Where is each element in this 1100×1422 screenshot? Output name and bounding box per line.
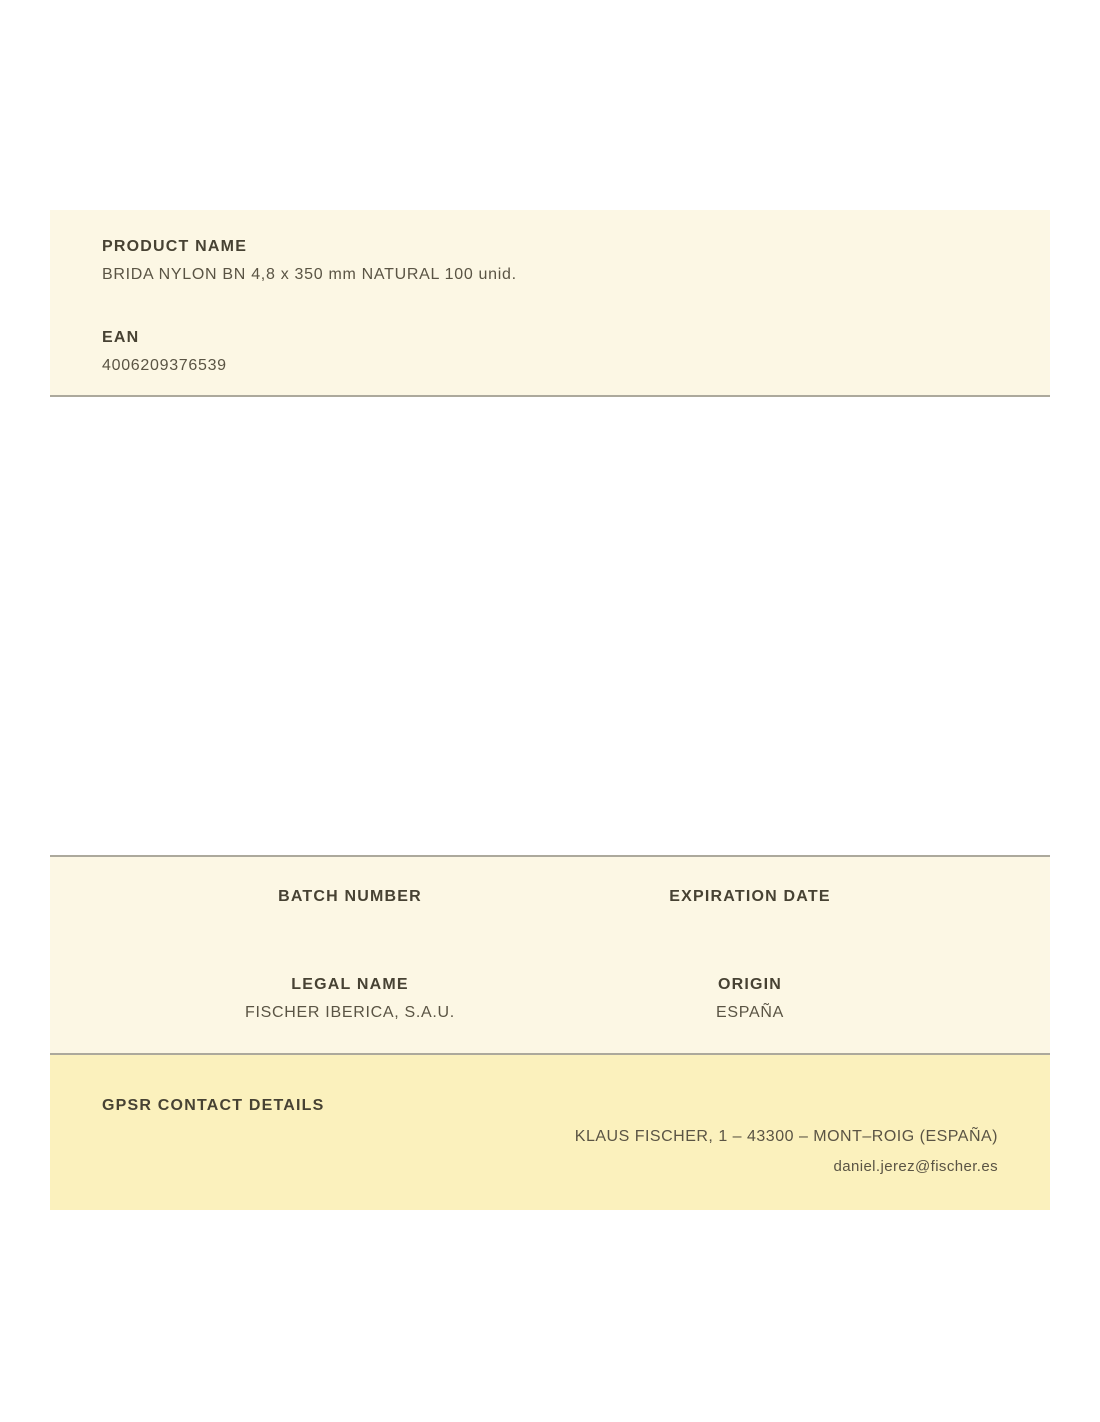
origin-label: ORIGIN xyxy=(717,976,783,993)
ean-label: EAN xyxy=(102,329,140,346)
batch-number-field xyxy=(150,888,550,906)
legal-name-field xyxy=(150,976,550,1022)
gpsr-contact-label: GPSR CONTACT DETAILS xyxy=(102,1097,325,1114)
ean-field xyxy=(102,329,998,375)
legal-origin-row xyxy=(150,976,950,1022)
product-name-value: BRIDA NYLON BN 4,8 x 350 mm NATURAL 100 unid. xyxy=(102,266,517,283)
product-name-field xyxy=(102,238,998,284)
origin-value: ESPAÑA xyxy=(716,1004,784,1021)
legal-name-label: LEGAL NAME xyxy=(291,976,409,993)
expiration-date-field xyxy=(550,888,950,906)
legal-name-value: FISCHER IBERICA, S.A.U. xyxy=(245,1004,455,1021)
gpsr-section xyxy=(50,1055,1050,1210)
batch-section xyxy=(50,855,1050,1055)
product-section xyxy=(50,210,1050,397)
product-name-label: PRODUCT NAME xyxy=(102,238,248,255)
gpsr-contact-email: daniel.jerez@fischer.es xyxy=(833,1158,998,1175)
batch-expiration-row xyxy=(150,888,950,906)
expiration-date-label: EXPIRATION DATE xyxy=(669,888,831,905)
origin-field xyxy=(550,976,950,1022)
batch-number-label: BATCH NUMBER xyxy=(278,888,422,905)
ean-value: 4006209376539 xyxy=(102,357,227,374)
gpsr-contact-address: KLAUS FISCHER, 1 – 43300 – MONT–ROIG (ESPAÑA) xyxy=(574,1128,998,1145)
